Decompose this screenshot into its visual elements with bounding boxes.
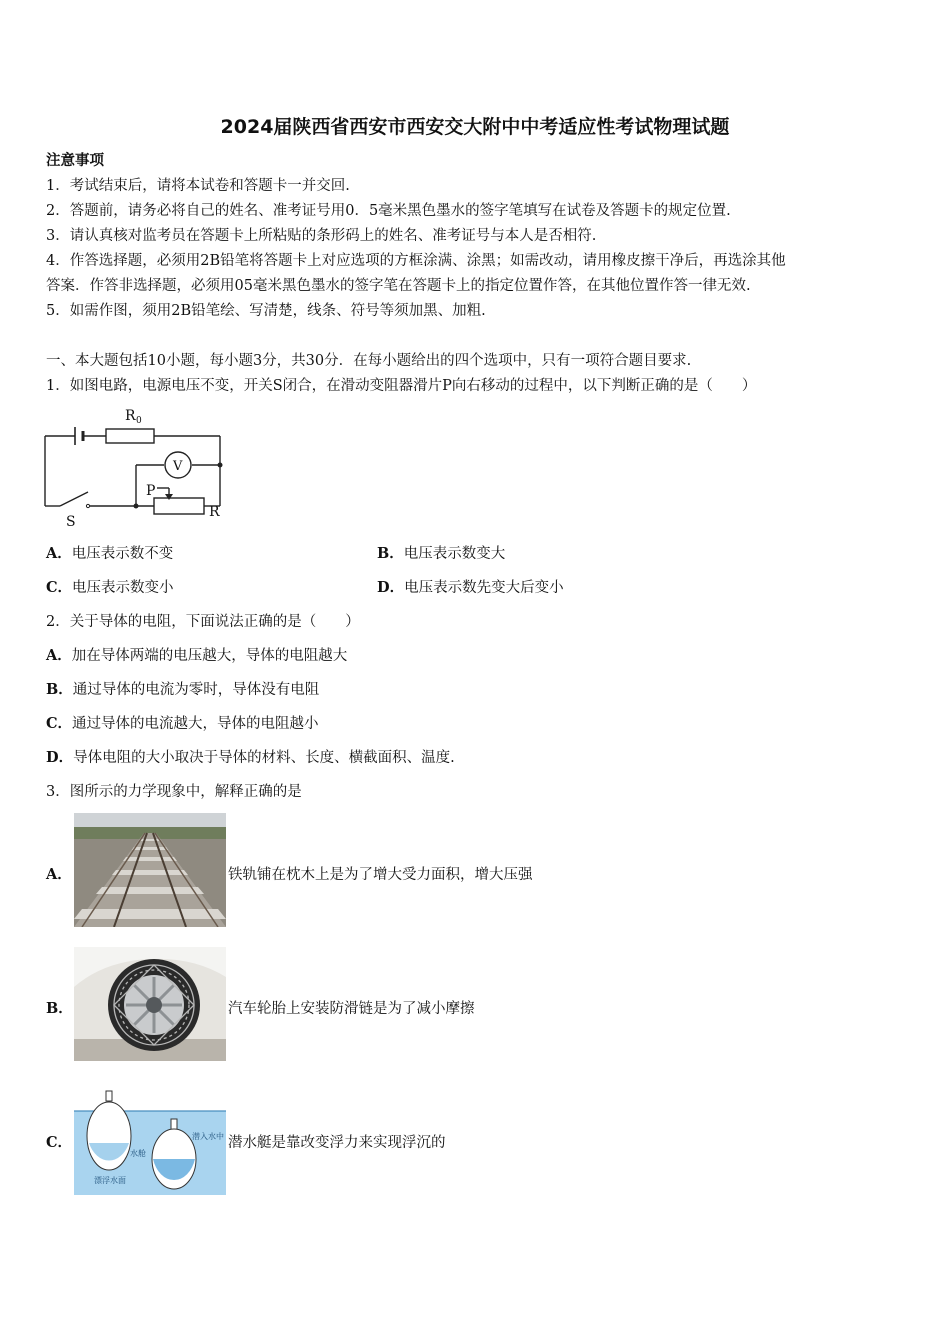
- notice-item: 答案．作答非选择题，必须用05毫米黑色墨水的签字笔在答题卡上的指定位置作答，在其他位置作答一律无效.: [46, 278, 751, 294]
- r0-subscript: 0: [136, 416, 142, 426]
- question-3-stem: 3．图所示的力学现象中，解释正确的是: [46, 784, 302, 800]
- rheostat-r-label: R: [209, 504, 220, 520]
- q3-option-a-label: A．: [46, 866, 72, 883]
- q3-option-c-label: C．: [46, 1134, 73, 1151]
- q1-option-a: A．电压表示数不变: [46, 545, 174, 562]
- slider-p-label: P: [146, 483, 156, 499]
- q2-option-b: B．通过导体的电流为零时，导体没有电阻: [46, 681, 320, 698]
- q1-option-c: C．电压表示数变小: [46, 579, 174, 596]
- q1-option-d: D．电压表示数先变大后变小: [377, 579, 564, 596]
- voltmeter-label: V: [173, 459, 183, 474]
- submarine-diagram: [74, 1081, 226, 1195]
- q2-option-d: D．导体电阻的大小取决于导体的材料、长度、横截面积、温度.: [46, 749, 455, 766]
- q3-option-b-text: 汽车轮胎上安装防滑链是为了减小摩擦: [228, 1001, 475, 1017]
- q3-option-b-label: B．: [46, 1000, 73, 1017]
- section-heading: 一、本大题包括10小题，每小题3分，共30分．在每小题给出的四个选项中，只有一项符合题目要求.: [46, 353, 692, 369]
- switch-s-label: S: [66, 514, 76, 530]
- q2-option-a: A．加在导体两端的电压越大，导体的电阻越大: [46, 647, 348, 664]
- question-1-stem: 1．如图电路，电源电压不变，开关S闭合，在滑动变阻器滑片P向右移动的过程中，以下判断正确的是（ ）: [46, 378, 757, 394]
- notice-item: 5．如需作图，须用2B铅笔绘、写清楚，线条、符号等须加黑、加粗.: [46, 303, 486, 319]
- notice-item: 2．答题前，请务必将自己的姓名、准考证号用0．5毫米黑色墨水的签字笔填写在试卷及答题卡的规定位置.: [46, 203, 731, 219]
- notice-item: 1．考试结束后，请将本试卷和答题卡一并交回.: [46, 178, 350, 194]
- q3-option-a-text: 铁轨铺在枕木上是为了增大受力面积，增大压强: [228, 867, 533, 883]
- r0-label: R: [125, 408, 136, 424]
- page-title: 2024届陕西省西安市西安交大附中中考适应性考试物理试题: [220, 116, 730, 138]
- floating-label: 漂浮水面: [94, 1176, 126, 1185]
- tank-label: 水舱: [130, 1149, 146, 1158]
- q3-option-c-text: 潜水艇是靠改变浮力来实现浮沉的: [228, 1135, 446, 1151]
- q1-option-b: B．电压表示数变大: [377, 545, 506, 562]
- tire-chain-photo: [74, 947, 226, 1061]
- submerged-label: 潜入水中: [192, 1132, 224, 1141]
- notice-item: 3．请认真核对监考员在答题卡上所粘贴的条形码上的姓名、准考证号与本人是否相符.: [46, 228, 597, 244]
- notice-heading: 注意事项: [46, 152, 104, 169]
- railway-track-photo: [74, 813, 226, 927]
- notice-item: 4．作答选择题，必须用2B铅笔将答题卡上对应选项的方框涂满、涂黑；如需改动，请用橡皮擦干净后，再选涂其他: [46, 253, 786, 269]
- q2-option-c: C．通过导体的电流越大，导体的电阻越小: [46, 715, 319, 732]
- question-2-stem: 2．关于导体的电阻，下面说法正确的是（ ）: [46, 614, 360, 630]
- circuit-diagram: [40, 402, 240, 534]
